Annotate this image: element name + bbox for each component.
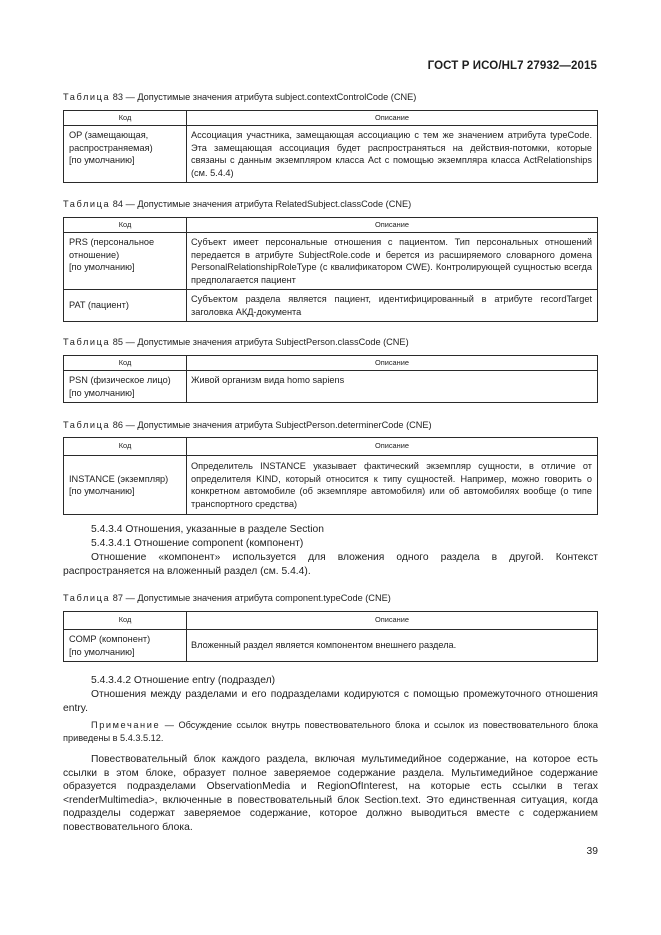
code-line: отношение) [69,249,120,260]
table-87 [63,611,598,662]
code-line: COMP (компонент) [69,634,151,644]
table-row [64,630,598,662]
code-line: PRS (персональное [69,237,155,247]
code-line: [по умолчанию] [69,262,135,272]
note-label: Примечание [91,720,161,730]
table-86 [63,437,598,515]
code-cell [64,630,187,662]
code-line: PSN (физическое лицо) [69,375,171,385]
table-title: — Допустимые значения атрибута RelatedSubject.classCode (CNE) [125,199,412,209]
subsection-heading: 5.4.3.4.1 Отношение component (компонент) [91,538,304,549]
description-cell: Определитель INSTANCE указывает фактический экземпляр сущности, в отличие от определителя KIND, который относится к типу сущностей. Например, можно говорить о конкретном автомобиле (об экземпляре автомобиля) или об автомобилях вообще (о типе транспортного средства) [187,456,598,515]
table-label: Таблица [63,420,111,430]
table-83 [63,110,598,183]
table-label: Таблица [63,199,111,209]
code-cell [64,371,187,403]
table-85-caption [63,337,409,347]
column-header-description: Описание [187,218,598,233]
table-85 [63,355,598,403]
table-number: 84 [112,199,124,209]
column-header-code: Код [64,356,187,371]
code-line: INSTANCE (экземпляр) [69,473,169,484]
table-title: — Допустимые значения атрибута SubjectPerson.classCode (CNE) [125,337,409,347]
table-row [64,456,598,515]
description-cell: Субъект имеет персональные отношения с пациентом. Тип персональных отношений передается в атрибуте SubjectRole.code и берется из расширяемого словарного домена PersonalRelationshipRoleType (с квалификатором CWE). Контролирующей сущностью всегда предполагается пациент [187,233,598,290]
table-number: 83 [112,92,124,102]
page-number: 39 [586,846,598,857]
standard-header: ГОСТ Р ИСО/HL7 27932—2015 [427,60,597,72]
code-cell [64,233,187,290]
table-number: 85 [112,337,124,347]
code-cell [64,126,187,183]
table-title: — Допустимые значения атрибута component.typeCode (CNE) [125,593,391,603]
column-header-code: Код [64,218,187,233]
table-row [64,371,598,403]
description-cell: Живой организм вида homo sapiens [187,371,598,403]
table-number: 87 [112,593,124,603]
note [63,719,598,744]
description-cell: Субъектом раздела является пациент, идентифицированный в атрибуте recordTarget заголовка АКД-документа [187,290,598,322]
table-label: Таблица [63,337,111,347]
code-line: [по умолчанию] [69,155,135,165]
code-line: PAT (пациент) [69,300,129,311]
table-number: 86 [112,420,124,430]
table-row [64,126,598,183]
column-header-code: Код [64,612,187,630]
description-cell: Вложенный раздел является компонентом внешнего раздела. [187,630,598,662]
section-heading: 5.4.3.4 Отношения, указанные в разделе Section [91,524,325,535]
description-cell: Ассоциация участника, замещающая ассоциацию с тем же значением атрибута typeCode. Эта замещающая ассоциация будет распространяться на действия-потомки, которые связаны с данным экземпляром класса Act с помощью экземпляра класса ActRelationships (см. 5.4.4) [187,126,598,183]
column-header-description: Описание [187,612,598,630]
column-header-description: Описание [187,356,598,371]
paragraph: Отношение «компонент» используется для вложения одного раздела в другой. Контекст распространяется на вложенный раздел (см. 5.4.4). [63,552,598,577]
code-cell [64,456,187,515]
paragraph: Повествовательный блок каждого раздела, включая мультимедийное содержание, на которое есть ссылки в этом блоке, образует полное заверяемое содержание раздела. Мультимедийное содержание образуется подразделами ObservationMedia и RegionOfInterest, на которые есть ссылки в тегах <renderMultimedia>, включенные в повествовательный блок Section.text. Это единственная ситуация, когда подразделы содержат заверяемое содержание, которое должно выводиться вместе с содержанием повествовательного блока. [63,754,598,833]
column-header-code: Код [64,438,187,456]
table-84-caption [63,199,411,209]
subsection-heading: 5.4.3.4.2 Отношение entry (подраздел) [91,675,276,686]
table-87-caption [63,593,391,603]
paragraph: Отношения между разделами и его подразделами кодируются с помощью промежуточного отношения entry. [63,689,598,714]
code-cell [64,290,187,322]
table-row [64,290,598,322]
column-header-description: Описание [187,111,598,126]
table-86-caption [63,420,432,430]
code-line: OP (замещающая, [69,130,149,140]
table-title: — Допустимые значения атрибута SubjectPerson.determinerCode (CNE) [125,420,432,430]
table-label: Таблица [63,593,111,603]
column-header-description: Описание [187,438,598,456]
table-row [64,233,598,290]
table-title: — Допустимые значения атрибута subject.contextControlCode (CNE) [125,92,417,102]
code-line: [по умолчанию] [69,646,135,657]
column-header-code: Код [64,111,187,126]
table-label: Таблица [63,92,111,102]
table-84 [63,217,598,322]
code-line: [по умолчанию] [69,486,135,496]
note-text: — Обсуждение ссылок внутрь повествовательного блока и ссылок из повествовательного блока приведены в 5.4.3.5.12. [63,720,598,743]
table-83-caption [63,92,416,102]
code-line: [по умолчанию] [69,387,135,398]
code-line: распространяемая) [69,142,153,153]
